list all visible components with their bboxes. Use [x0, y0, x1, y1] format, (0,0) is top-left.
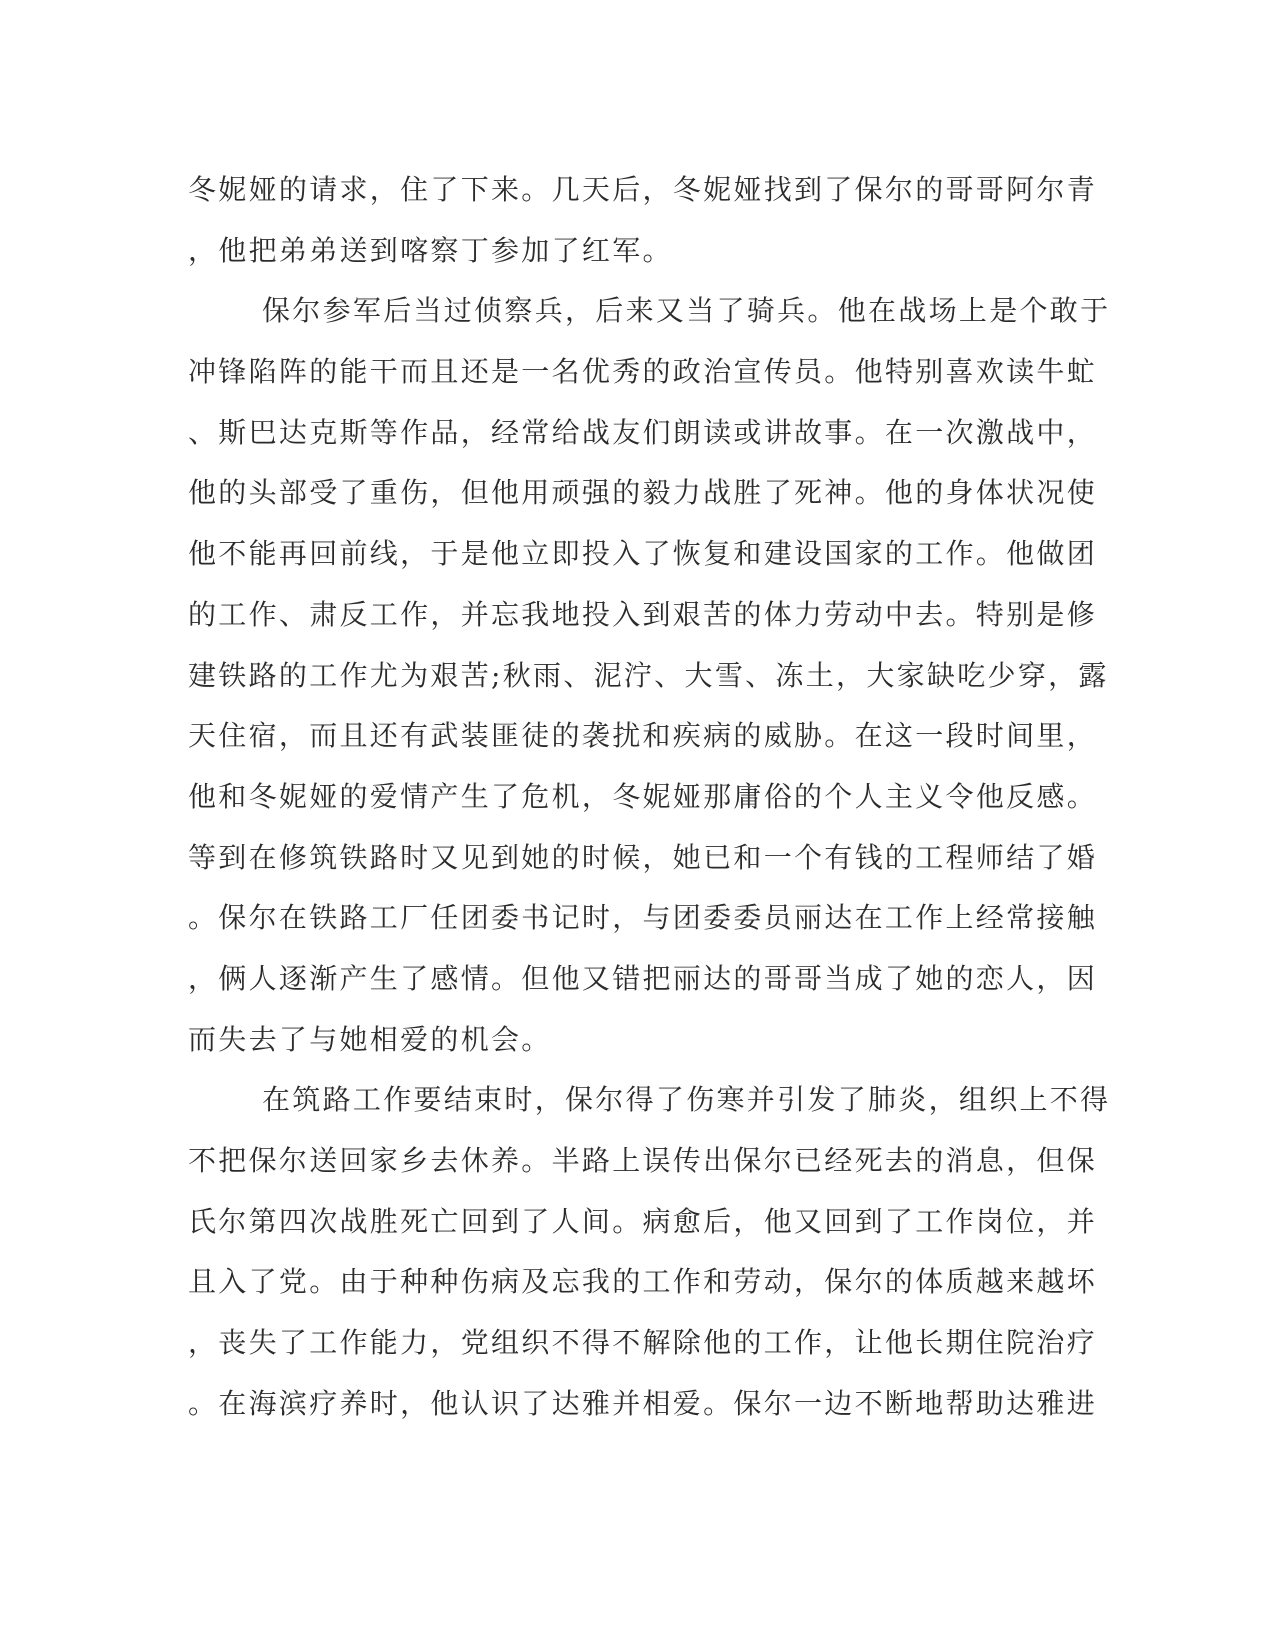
text-line: 等到在修筑铁路时又见到她的时候，她已和一个有钱的工程师结了婚: [188, 840, 1098, 874]
text-line: ，他把弟弟送到喀察丁参加了红军。: [188, 233, 673, 267]
text-line: 。在海滨疗养时，他认识了达雅并相爱。保尔一边不断地帮助达雅进: [188, 1386, 1098, 1420]
paragraph-first-line: 在筑路工作要结束时，保尔得了伤寒并引发了肺炎，组织上不得: [262, 1083, 1111, 1117]
text-line: 、斯巴达克斯等作品，经常给战友们朗读或讲故事。在一次激战中，: [188, 415, 1098, 449]
body-text: [188, 160, 1111, 1434]
text-line: ，俩人逐渐产生了感情。但他又错把丽达的哥哥当成了她的恋人，因: [188, 961, 1098, 995]
paragraph-first-line: 保尔参军后当过侦察兵，后来又当了骑兵。他在战场上是个敢于: [262, 294, 1111, 328]
text-line: 冲锋陷阵的能干而且还是一名优秀的政治宣传员。他特别喜欢读牛虻: [188, 355, 1098, 389]
text-line: 冬妮娅的请求，住了下来。几天后，冬妮娅找到了保尔的哥哥阿尔青: [188, 173, 1098, 206]
text-line: 他的头部受了重伤，但他用顽强的毅力战胜了死神。他的身体状况使: [188, 476, 1098, 510]
text-line: 。保尔在铁路工厂任团委书记时，与团委委员丽达在工作上经常接触: [188, 901, 1098, 935]
text-line: 天住宿，而且还有武装匪徒的袭扰和疾病的威胁。在这一段时间里，: [188, 719, 1098, 753]
text-line: 建铁路的工作尤为艰苦;秋雨、泥泞、大雪、冻土，大家缺吃少穿，露: [188, 658, 1109, 692]
text-line: 而失去了与她相爱的机会。: [188, 1022, 552, 1056]
text-line: 氏尔第四次战胜死亡回到了人间。病愈后，他又回到了工作岗位，并: [188, 1204, 1098, 1238]
text-line: 他不能再回前线，于是他立即投入了恢复和建设国家的工作。他做团: [188, 537, 1098, 571]
text-line: ，丧失了工作能力，党组织不得不解除他的工作，让他长期住院治疗: [188, 1326, 1098, 1360]
text-line: 不把保尔送回家乡去休养。半路上误传出保尔已经死去的消息，但保: [188, 1144, 1098, 1177]
text-line: 且入了党。由于种种伤病及忘我的工作和劳动，保尔的体质越来越坏: [188, 1265, 1098, 1299]
text-line: 他和冬妮娅的爱情产生了危机，冬妮娅那庸俗的个人主义令他反感。: [188, 779, 1098, 813]
text-line: 的工作、肃反工作，并忘我地投入到艰苦的体力劳动中去。特别是修: [188, 597, 1098, 631]
